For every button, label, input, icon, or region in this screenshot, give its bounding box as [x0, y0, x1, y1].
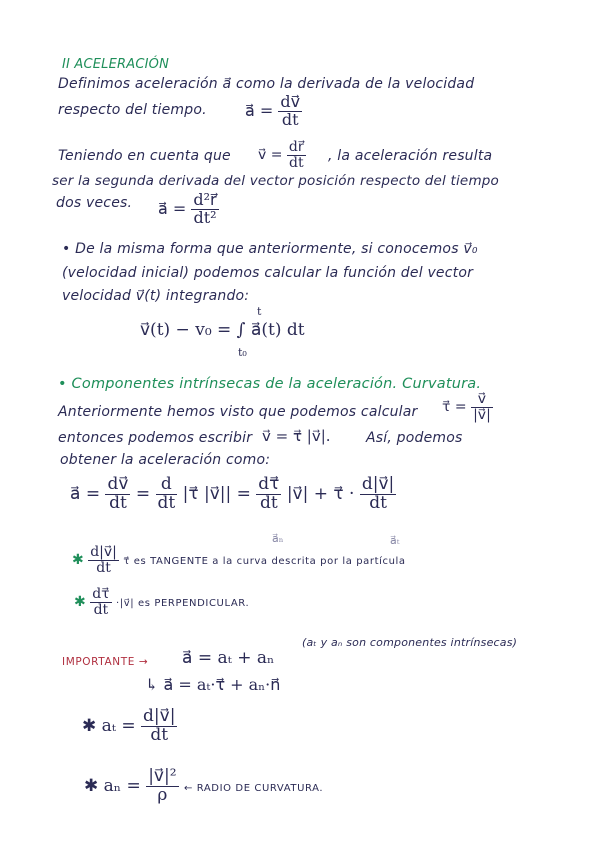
p3-line2: (velocidad inicial) podemos calcular la función del vector	[62, 265, 474, 281]
p3-integral-upper: t	[257, 305, 262, 318]
at-num: d|v⃗|	[143, 706, 176, 726]
p2-v-den: dt	[288, 154, 304, 171]
p1-eq-fraction	[278, 94, 302, 129]
big-eq-frac2	[156, 476, 178, 513]
an-den: ρ	[157, 784, 168, 805]
big-eq-mid2: |v⃗| + τ⃗ ·	[286, 483, 355, 504]
p1-line1: Definimos aceleración a⃗ como la derivada de la velocidad	[58, 76, 475, 92]
bullet2-num: dτ⃗	[92, 586, 110, 602]
bullet1	[72, 545, 406, 575]
p4-tau-equation	[442, 392, 493, 422]
p2-eq-fraction	[191, 192, 218, 227]
p4-line1a: Anteriormente hemos visto que podemos calcular	[58, 404, 418, 420]
p1-eq-den: dt	[281, 109, 299, 129]
bullet1-text: τ⃗ es TANGENTE a la curva descrita por la partícula	[123, 556, 406, 568]
big-eq-a: a⃗ =	[70, 483, 101, 504]
bullet2-fraction	[90, 587, 111, 617]
an-fraction	[146, 768, 178, 805]
p2-eq-num: d²r⃗	[193, 190, 217, 209]
bullet1-num: d|v⃗|	[90, 544, 117, 560]
big-eq-f4-den: dt	[369, 492, 387, 513]
big-eq-f1-den: dt	[109, 492, 127, 513]
important-eq1-note: (aₜ y aₙ son componentes intrínsecas)	[302, 636, 518, 649]
an-num: |v⃗|²	[148, 766, 177, 786]
p2-line1a: Teniendo en cuenta que	[58, 148, 231, 164]
bullet2	[74, 587, 249, 617]
bullet1-star-icon: ✱	[72, 552, 84, 569]
an-lhs: ✱ aₙ =	[84, 775, 141, 796]
p4-title: • Componentes intrínsecas de la aceleración. Curvatura.	[58, 376, 482, 392]
p1-equation	[245, 94, 302, 129]
big-eq-f3-num: dτ⃗	[258, 474, 280, 494]
bullet2-den: dt	[93, 601, 109, 618]
bullet1-den: dt	[96, 559, 111, 576]
p4-line3: obtener la aceleración como:	[60, 452, 271, 468]
at-lhs: ✱ aₜ =	[82, 715, 136, 736]
important-eq2: ↳ a⃗ = aₜ·τ⃗ + aₙ·n⃗	[145, 675, 281, 694]
big-eq-f2-den: dt	[157, 492, 176, 513]
p4-tau-num: v⃗	[471, 392, 493, 408]
p2-line3: dos veces.	[56, 195, 133, 211]
note-at: a⃗ₜ	[390, 534, 400, 547]
note-an: a⃗ₙ	[272, 532, 284, 545]
big-eq-f1-num: dv⃗	[107, 474, 129, 494]
p3-line1: • De la misma forma que anteriormente, si conocemos v⃗₀	[62, 241, 478, 257]
section-heading: II ACELERACIÓN	[62, 57, 170, 72]
p2-eq-den: dt²	[193, 207, 217, 227]
big-eq-mid: |τ⃗ |v⃗|| =	[182, 483, 251, 504]
p4-big-equation	[70, 476, 396, 513]
p2-v-num: dr⃗	[288, 139, 304, 155]
p4-tau-lhs: τ⃗ =	[442, 399, 467, 416]
p1-eq-lhs: a⃗ =	[245, 100, 274, 120]
bullet2-text: ·|v⃗| es PERPENDICULAR.	[116, 598, 250, 610]
bullet1-fraction	[88, 545, 119, 575]
p2-v-equation	[258, 140, 306, 170]
big-eq-f3-den: dt	[260, 492, 278, 513]
at-den: dt	[150, 724, 169, 745]
important-eq1: a⃗ = aₜ + aₙ	[182, 648, 275, 668]
bullet2-star-icon: ✱	[74, 594, 86, 611]
p2-line1b: , la aceleración resulta	[328, 148, 493, 164]
p3-line3: velocidad v⃗(t) integrando:	[62, 288, 250, 304]
p2-v-fraction	[287, 140, 306, 170]
p2-eq-lhs: a⃗ =	[158, 198, 187, 218]
p2-v-lhs: v⃗ =	[258, 147, 283, 164]
big-eq-frac1	[105, 476, 130, 513]
big-eq-f2-num: d	[156, 476, 178, 495]
an-equation	[84, 768, 323, 805]
p4-tau-fraction	[471, 392, 493, 422]
p2-equation	[158, 192, 219, 227]
p2-line2: ser la segunda derivada del vector posición respecto del tiempo	[52, 173, 500, 189]
at-fraction	[141, 708, 177, 745]
p4-line2a: entonces podemos escribir	[58, 430, 253, 446]
big-eq-frac3	[256, 476, 281, 513]
an-note: ← RADIO DE CURVATURA.	[183, 782, 324, 794]
p4-tau-den: |v⃗|	[473, 406, 491, 423]
big-eq-f4-num: d|v⃗|	[361, 474, 395, 494]
p3-integral-equation: v⃗(t) − v₀ = ∫ a⃗(t) dt	[140, 320, 305, 340]
big-eq-frac4	[360, 476, 396, 513]
big-eq-equals: =	[135, 483, 151, 504]
p3-integral-lower: t₀	[238, 346, 247, 359]
p1-eq-num: dv⃗	[280, 92, 301, 111]
at-equation	[82, 708, 177, 745]
p1-line2: respecto del tiempo.	[58, 102, 207, 118]
p4-line2b: Así, podemos	[366, 430, 463, 446]
p4-v-equation: v⃗ = τ⃗ |v⃗|.	[262, 427, 331, 445]
important-label: IMPORTANTE →	[62, 656, 149, 668]
